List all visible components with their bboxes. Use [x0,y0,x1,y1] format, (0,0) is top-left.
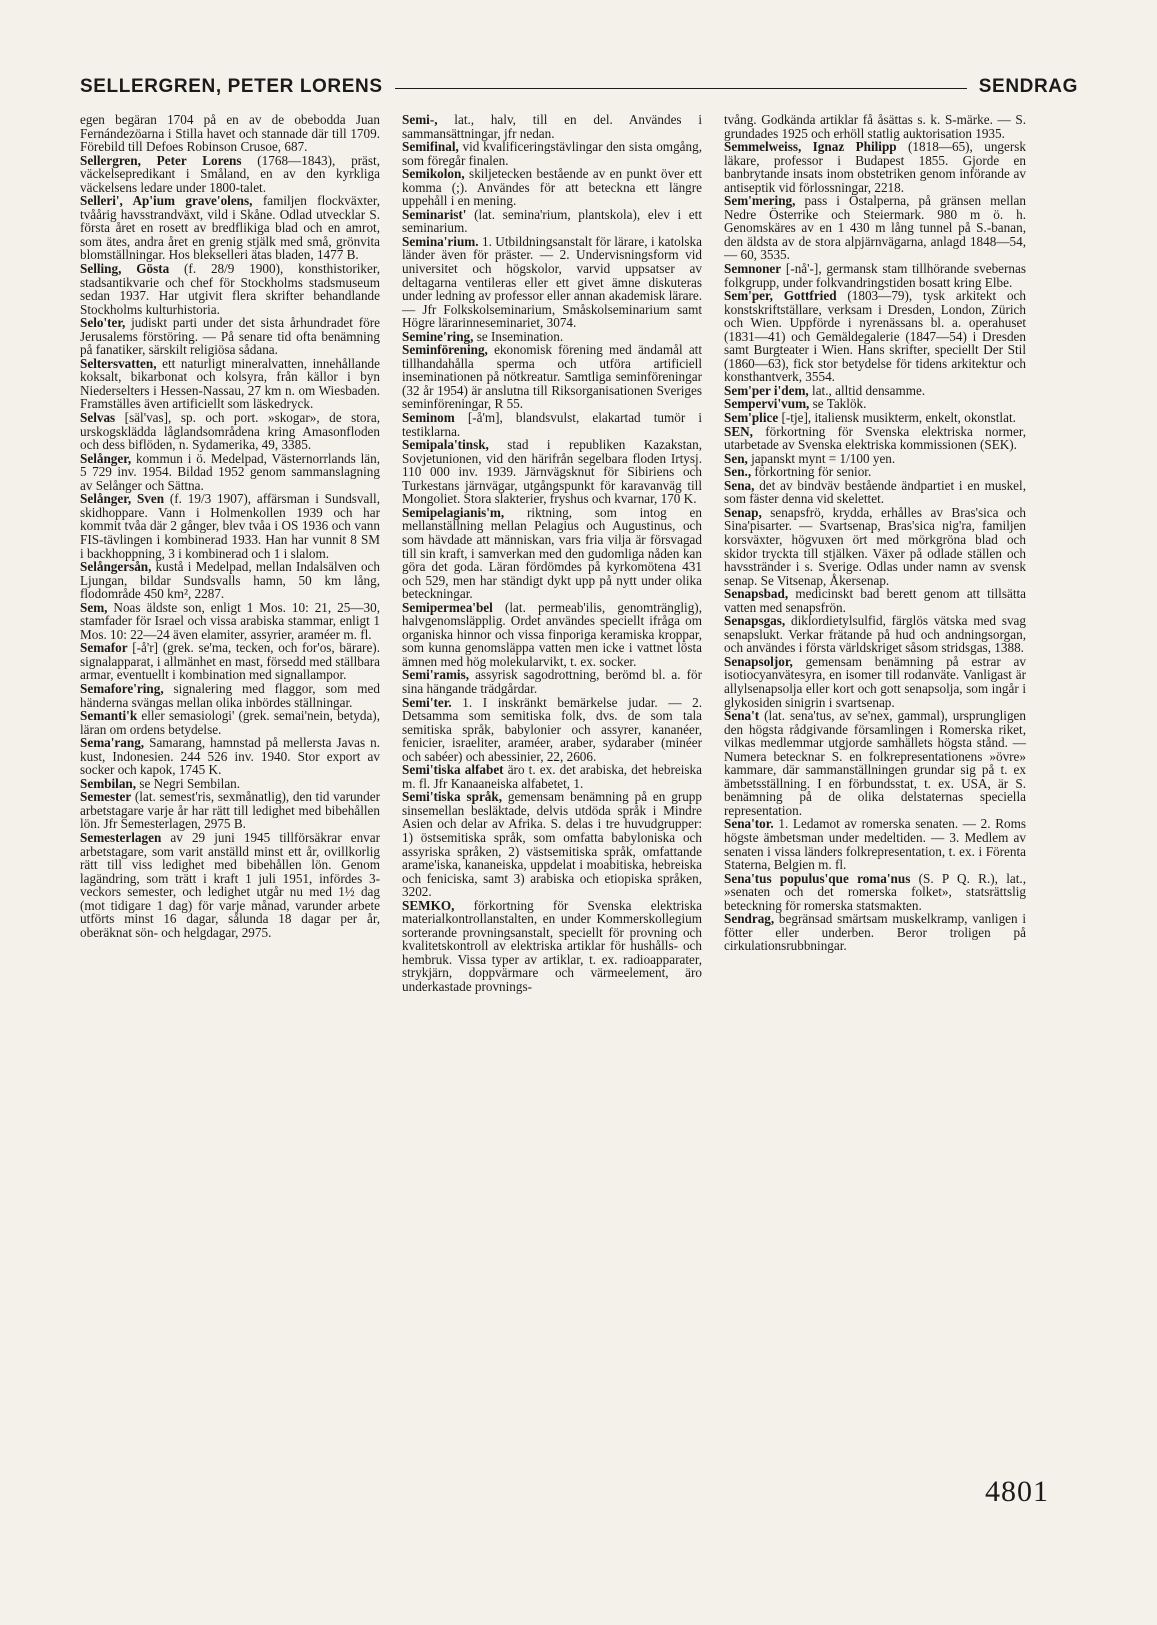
dictionary-entry [402,411,702,438]
dictionary-entry [724,262,1026,289]
dictionary-entry [80,194,380,262]
entry-body: [-å'm], blandsvulst, elakartad tumör i testiklarna. [402,410,702,439]
entry-headword: Senap, [724,504,762,520]
entry-headword: Selling, Gösta [80,261,170,277]
dictionary-entry [80,154,380,195]
entry-headword: Senapsbad, [724,586,789,602]
entry-headword: Sem'plice [724,410,779,426]
entry-headword: Semipala'tinsk, [402,437,489,453]
dictionary-entry [724,912,1026,953]
dictionary-entry [80,777,380,791]
entry-body: lat., halv, till en del. Användes i sammansättningar, jfr nedan. [402,112,702,141]
column-1 [80,113,380,939]
dictionary-entry [80,831,380,939]
entry-headword: Selånger, [80,450,132,466]
entry-headword: Semikolon, [402,166,465,182]
dictionary-entry [724,465,1026,479]
entry-headword: Semester [80,789,132,805]
entry-headword: Sem'mering, [724,193,796,209]
entry-headword: Semipelagianis'm, [402,504,505,520]
dictionary-entry [80,492,380,560]
dictionary-entry [80,452,380,493]
entry-body: 1. Ledamot av romerska senaten. — 2. Roms högste ämbetsman under medeltiden. — 3. Medlem av senaten i vissa länders folkrepresentation, t. ex. i Förenta Staterna, Belgien m. fl. [724,816,1026,873]
entry-headword: Sem'per i'dem, [724,382,809,398]
entry-body: diklordietylsulfid, färglös vätska med svag senapslukt. Verkar frätande på hud och andningsorgan, och användes i första världskriget såsom stridsgas, 1388. [724,613,1026,656]
entry-headword: Semesterlagen [80,829,162,845]
entry-headword: Semifinal, [402,139,459,155]
dictionary-entry [402,208,702,235]
dictionary-entry [80,790,380,831]
entry-body: se Insemination. [473,328,564,344]
dictionary-entry [402,343,702,411]
entry-body: förkortning för Svenska elektriska materialkontrollanstalten, en under Kommerskollegium sorterande provningsanstalt, speciellt för provning och kvalitetskontroll av elektriska artiklar för hushålls- och hembruk. Vissa typer av artiklar, t. ex. radioapparater, strykjärn, doppvärmare och värmeelement, äro underkastade provnings- [402,897,702,994]
dictionary-entry [80,113,380,154]
entry-body: [-nå'-], germansk stam tillhörande svebernas folkgrupp, under folkvandringstiden bosatt kring Elbe. [724,261,1026,290]
dictionary-entry [80,411,380,452]
entry-body: (1803—79), tysk arkitekt och konstskriftställare, verksam i Dresden, London, Zürich och Wien. Uppförde i nyrenässans bl. a. operahuset (1831—41) och Gemäldegalerie (1847—54) i Dresden samt Burgteater i Wien. Hans skrifter, speciellt Der Stil (1860—63), fick stor betydelse för tidens arkitektur och konsthantverk, 3554. [724,288,1026,385]
entry-headword: SEN, [724,423,753,439]
dictionary-entry [402,167,702,208]
entry-body: ekonomisk förening med ändamål att tillhandahålla sperma och utföra artificiell inseminationen på nötkreatur. Samtliga seminföreningar (32 år 1954) är anslutna till Riksorganisationen Sveriges seminföreningar, R 55. [402,342,702,412]
entry-body: Noas äldste son, enligt 1 Mos. 10: 21, 25—30, stamfader för Israel och vissa arabiska stammar, enligt 1 Mos. 10: 22—24 även elamiter, assyrier, araméer m. fl. [80,599,380,642]
dictionary-entry [80,601,380,642]
running-head-rule [395,88,967,89]
entry-body: se Negri Sembilan. [136,775,241,791]
entry-headword: Senapsoljor, [724,653,793,669]
dictionary-entry [80,357,380,411]
entry-body: [-tje], italiensk musikterm, enkelt, okonstlat. [778,410,1016,426]
entry-body: assyrisk sagodrottning, berömd bl. a. för sina hängande trädgårdar. [402,667,702,696]
entry-body: japanskt mynt = 1/100 yen. [747,450,896,466]
entry-headword: Semipermea'bel [402,599,493,615]
entry-headword: Semafor [80,640,128,656]
entry-body: ett naturligt mineralvatten, innehållande koksalt, bikarbonat och kolsyra, från källor i byn Niederselters i Hessen-Nassau, 27 km n. om Wiesbaden. Framställes även artificiellt som läskedryck. [80,355,380,412]
page-number: 4801 [985,1475,1049,1508]
column-2 [402,113,702,994]
entry-body: eller semasiologi' (grek. semai'nein, betyda), läran om ordens betydelse. [80,708,380,737]
entry-headword: Semina'rium. [402,233,479,249]
entry-headword: Selleri', Ap'ium grave'olens, [80,193,253,209]
entry-body: tvång. Godkända artiklar få åsättas s. k. S-märke. — S. grundades 1925 och erhöll statlig auktorisation 1935. [724,112,1026,141]
entry-body: (lat. permeab'ilis, genomtränglig), halvgenomsläpplig. Ordet användes speciellt ifråga om organiska hinnor och vissa finporiga keramiska kroppar, som kunna genomsläppa vatten men icke i vattnet lösta ämnen med hög molekularvikt, t. ex. socker. [402,599,702,669]
entry-headword: Semi-, [402,112,438,127]
entry-headword: Sena, [724,477,755,493]
dictionary-entry [724,452,1026,466]
dictionary-entry [80,736,380,777]
entry-body: begränsad smärtsam muskelkramp, vanligen i fötter eller underben. Beror troligen på cirkulationsrubbningar. [724,911,1026,954]
entry-body: kustå i Medelpad, mellan Indalsälven och Ljungan, bildar Sundsvalls hamn, 50 km lång, flodområde 450 km², 2287. [80,559,380,602]
entry-headword: Sempervi'vum, [724,396,810,412]
entry-body: (S. P Q. R.), lat., »senaten och det romerska folket», statsrättslig beteckning för romerska statsmakten. [724,870,1026,913]
dictionary-entry [402,140,702,167]
entry-body: gemensam benämning på en grupp sinsemellan besläktade, delvis utdöda språk i Mindre Asien och delar av Afrika. S. delas i tre huvudgrupper: 1) östsemitiska språk, som omfatta babyloniska och assyriska språken, 2) västsemitiska språk, omfattande arame'iska, kananeiska, uppdelat i moabitiska, hebreiska och feniciska, samt 3) arabiska och etiopiska språken, 3202. [402,789,702,900]
dictionary-entry [724,411,1026,425]
dictionary-entry [402,113,702,140]
dictionary-entry [724,289,1026,384]
entry-headword: Seltersvatten, [80,355,157,371]
entry-headword: Sen., [724,464,752,480]
running-head-last-entry: SENDRAG [978,76,1078,97]
entry-headword: Selånger, Sven [80,491,165,507]
entry-body: pass i Östalperna, på gränsen mellan Nedre Österrike och Steiermark. 980 m ö. h. Genomskäres av en 1 430 m lång tunnel på S.-banan, den äldsta av de stora alpjärnvägarna, anlagd 1848—54, — 60, 3535. [724,193,1026,263]
entry-headword: Sena'tor. [724,816,774,832]
entry-body: stad i republiken Kazakstan, Sovjetunionen, vid den härifrån segelbara floden Irtysj. 110 000 inv. 1939. Järnvägsknut för Sibiriens och Turkestans järnvägar, utgångspunkt för karavanväg till Mongoliet. Stora slakterier, fryshus och kvarnar, 170 K. [402,437,702,507]
dictionary-entry [724,709,1026,817]
dictionary-entry [402,696,702,764]
dictionary-entry [402,506,702,601]
dictionary-entry [80,560,380,601]
entry-headword: Seminom [402,410,455,426]
dictionary-entry [724,384,1026,398]
entry-body: (f. 19/3 1907), affärsman i Sundsvall, skidhoppare. Vann i Holmenkollen 1939 och har kommit tvåa där 2 gånger, blev tvåa i OS 1936 och vann FIS-tävlingen i kombinerad 1933. Han har vunnit 8 SM i backhoppning, 3 i kombinerad och 1 i slalom. [80,491,380,561]
dictionary-entry [724,614,1026,655]
dictionary-entry [724,506,1026,587]
entry-headword: Semi'ter. [402,694,452,710]
entry-headword: Selvas [80,410,116,426]
dictionary-entry [402,763,702,790]
dictionary-entry [724,587,1026,614]
entry-body: familjen flockväxter, tvåårig havsstrandväxt, vild i Skåne. Odlad utvecklar S. första året en rosett av bredflikiga blad och en amrot, som ätes, andra året en grenig stjälk med små, grönvita blomställningar. Hos blekselleri ätas bladen, 1477 B. [80,193,380,263]
entry-body: Samarang, hamnstad på mellersta Javas n. kust, Indonesien. 244 526 inv. 1940. Stor export av socker och kapok, 1745 K. [80,735,380,778]
entry-body: lat., alltid densamme. [808,382,926,398]
dictionary-entry [80,316,380,357]
dictionary-entry [80,262,380,316]
entry-body: (1818—65), ungersk läkare, professor i Budapest 1855. Gjorde en banbrytande insats inom obstetriken genom införande av antiseptik vid förlossningar, 2218. [724,139,1026,195]
dictionary-entry [402,899,702,994]
entry-headword: SEMKO, [402,897,455,913]
dictionary-entry [80,682,380,709]
entry-headword: Selo'ter, [80,315,126,331]
dictionary-entry [80,709,380,736]
running-head-first-entry: SELLERGREN, PETER LORENS [80,76,383,97]
entry-body: skiljetecken bestående av en punkt över ett komma (;). Användes för att beteckna ett längre uppehåll i en mening. [402,166,702,209]
running-head [80,74,1078,100]
entry-body: egen begäran 1704 på en av de obebodda Juan Fernándezöarna i Stilla havet och stannade där till 1709. Förebild till Defoes Robinson Crusoe, 687. [80,112,380,155]
dictionary-entry [724,140,1026,194]
dictionary-entry [402,601,702,669]
dictionary-entry [402,330,702,344]
entry-headword: Semafore'ring, [80,680,164,696]
entry-headword: Semi'tiska alfabet [402,762,504,778]
entry-body: 1. Utbildningsanstalt för lärare, i katolska länder även för präster. — 2. Undervisningsform vid universitet och högskolor, varvid uppsatser av deltagarna ventileras eller ett givet ämne diskuteras under ledning av professor eller annan akademisk lärare. — Jfr Folkskolseminarium, Småskolseminarium samt Högre lärarinneseminariet, 3074. [402,233,702,331]
dictionary-entry [724,425,1026,452]
entry-body: (lat. semest'ris, sexmånatlig), den tid varunder arbetstagare varje år har rätt till ledighet med bibehållen lön. Jfr Semesterlagen, 2975 B. [80,789,380,832]
entry-headword: Sendrag, [724,911,775,927]
entry-body: kommun i ö. Medelpad, Västernorrlands län, 5 729 inv. 1954. Bildad 1952 genom sammanslagning av Selånger och Sättna. [80,450,380,493]
entry-body: medicinskt bad berett genom att tillsätta vatten med senapsfrön. [724,586,1026,615]
dictionary-entry [402,790,702,898]
entry-body: 1. I inskränkt bemärkelse judar. — 2. Detsamma som semitiska folk, dvs. de som tala semitiska språk, babylonier och assyrer, kananéer, fenicier, israeliter, araméer, araber, sydaraber (minéer och sabéer) och abessinier, 22, 2606. [402,694,702,764]
entry-headword: Seminarist' [402,206,467,222]
entry-body: senapsfrö, krydda, erhålles av Bras'sica och Sina'pisarter. — Svartsenap, Bras'sica nig'ra, familjen korsväxter, högvuxen ört med mörkgröna blad och skidor tryckta till stjälken. Växer på odlade ställen och havsstränder i s. Sverige. Odlas under namn av svensk senap. Se Vitsenap, Åkersenap. [724,504,1026,588]
dictionary-entry [724,397,1026,411]
entry-headword: Semi'tiska språk, [402,789,503,805]
entry-headword: Semine'ring, [402,328,474,344]
dictionary-entry [724,113,1026,140]
entry-headword: Sena't [724,708,760,724]
entry-headword: Seminförening, [402,342,488,358]
entry-body: signalering med flaggor, som med händerna svängas mellan olika inbördes ställningar. [80,680,380,710]
entry-headword: Semanti'k [80,708,138,724]
entry-body: äro t. ex. det arabiska, det hebreiska m. fl. Jfr Kanaaneiska alfabetet, 1. [402,762,702,791]
dictionary-entry [402,438,702,506]
entry-body: [säl'vas], sp. och port. »skogar», de stora, urskogsklädda låglandsområdena kring Amasonfloden och dess biflöden, n. Sydamerika, 49, 3385. [80,410,380,453]
entry-body: judiskt parti under det sista århundradet före Jerusalems förstöring. — På senare tid ofta benämning på fanatiker, särskilt religiösa sådana. [80,315,380,358]
entry-headword: Sembilan, [80,775,137,791]
entry-headword: Semi'ramis, [402,667,470,683]
dictionary-entry [724,872,1026,913]
entry-headword: Semmelweiss, Ignaz Philipp [724,139,897,155]
dictionary-entry [724,655,1026,709]
entry-headword: Sem, [80,599,108,615]
entry-body: (lat. semina'rium, plantskola), elev i ett seminarium. [402,206,702,236]
dictionary-entry [402,668,702,695]
dictionary-entry [724,817,1026,871]
entry-body: riktning, som intog en mellanställning mellan Pelagius och Augustinus, och som hävdade att människan, vars fria vilja är försvagad till sin kraft, i samverkan med den gudomliga nåden kan göra det goda. Läran fördömdes på kyrkomötena 431 och 529, men har ständigt dykt upp på nytt under olika beteckningar. [402,504,702,602]
entry-headword: Sena'tus populus'que roma'nus [724,870,911,886]
entry-body: det av bindväv bestående ändpartiet i en muskel, som fäster denna vid skelettet. [724,477,1026,507]
entry-headword: Sem'per, Gottfried [724,288,837,304]
entry-headword: Semnoner [724,261,782,277]
dictionary-entry [80,641,380,682]
entry-body: gemensam benämning på estrar av isotiocyanvätesyra, en isomer till rodanväte. Vanligast är allylsenapsolja eller kort och gott senapsolja, som ingår i glykosiden sinigrin i svartsenap. [724,653,1026,710]
entry-headword: Sen, [724,450,748,466]
entry-body: förkortning för senior. [751,464,872,480]
entry-body: förkortning för Svenska elektriska normer, utarbetade av Svenska elektriska kommissionen (SEK). [724,423,1026,453]
entry-headword: Selångersån, [80,559,152,575]
entry-body: (f. 28/9 1900), konsthistoriker, stadsantikvarie och chef för Stockholms stadsmuseum sedan 1937. Har utgivit flera skrifter behandlande Stockholms kulturhistoria. [80,261,380,317]
entry-body: (1768—1843), präst, väckelsepredikant i Småland, en av den kyrkliga väckelsens ledare under 1800-talet. [80,152,380,195]
entry-body: av 29 juni 1945 tillförsäkrar envar arbetstagare, som varit anställd minst ett år, ovillkorlig rätt till viss ledighet med bibehållen lön. Genom lagändring, som trätt i kraft 1 juli 1951, infördes 3-veckors semester, och ledighet utgår nu med 1½ dag (mot tidigare 1 dag) för varje månad, varunder arbete utförts minst 16 dagar, sålunda 18 dagar per år, oberäknat sön- och helgdagar, 2975. [80,829,380,940]
dictionary-entry [402,235,702,330]
entry-body: se Taklök. [809,396,867,412]
entry-body: (lat. sena'tus, av se'nex, gammal), ursprungligen den högsta rådgivande församlingen i Romerska riket, vilkas medlemmar utgjorde samhällets högsta stånd. — Numera betecknar S. en folkrepresentationens »övre» kammare, där sammanställningen grundar sig på t. ex ämbetsställning. I en förbundsstat, t. ex. USA, är S. benämning på de olika delstaternas speciella representation. [724,708,1026,818]
dictionary-entry [724,194,1026,262]
column-3 [724,113,1026,953]
entry-body: [-å'r] (grek. se'ma, tecken, och for'os, bärare). signalapparat, i allmänhet en mast, försedd med ställbara armar, eventuellt i kombination med signallampor. [80,640,380,683]
entry-headword: Sellergren, Peter Lorens [80,152,242,168]
text-columns [80,113,1080,1553]
entry-headword: Sema'rang, [80,735,145,751]
entry-headword: Senapsgas, [724,613,786,629]
dictionary-entry [724,479,1026,506]
entry-body: vid kvalificeringstävlingar den sista omgång, som föregår finalen. [402,139,702,168]
